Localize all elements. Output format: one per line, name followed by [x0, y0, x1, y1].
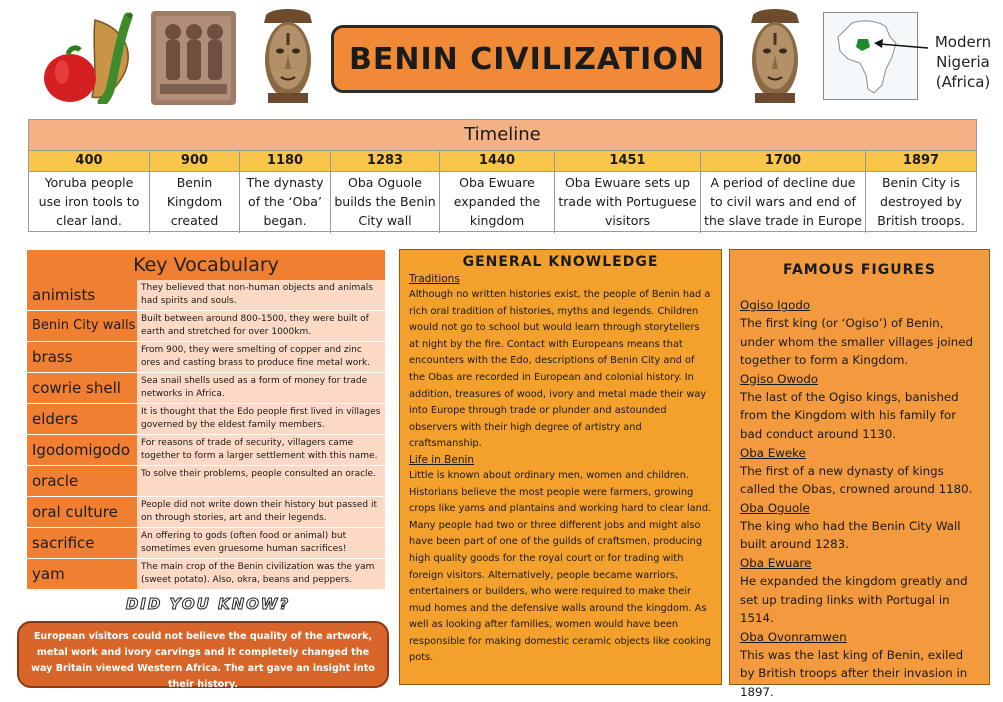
vocabulary-definition: For reasons of trade of security, villagers came together to form a larger settlement with this name.: [137, 435, 385, 466]
timeline-event: Yoruba people use iron tools to clear land.: [38, 175, 140, 228]
figure-description: He expanded the kingdom greatly and set up trading links with Portugal in 1514.: [740, 573, 968, 626]
vocabulary-term: elders: [27, 404, 137, 435]
figure-name: Oba Ewuare: [740, 555, 812, 570]
vocabulary-row: [27, 342, 385, 373]
timeline-column: [331, 151, 440, 233]
vocabulary-row: [27, 466, 385, 497]
timeline-column: [29, 151, 150, 233]
general-knowledge-title: GENERAL KNOWLEDGE: [462, 254, 659, 270]
map-caption: [928, 32, 998, 92]
famous-figures-panel: [729, 249, 990, 699]
vocabulary-definition: Built between around 800-1500, they were built of earth and stretched for over 1000km.: [137, 311, 385, 342]
timeline-year: 400: [29, 151, 149, 172]
vocabulary-term: Benin City walls: [27, 311, 137, 342]
section-heading: Traditions: [409, 273, 460, 285]
timeline-column: [555, 151, 701, 233]
general-knowledge-panel: [399, 249, 722, 685]
figure-name: Oba Oguole: [740, 500, 810, 515]
ivory-mask-right-image: [745, 5, 805, 108]
vocabulary-row: [27, 311, 385, 342]
vocabulary-term: sacrifice: [27, 528, 137, 559]
did-you-know-text: European visitors could not believe the quality of the artwork, metal work and ivory carvings and it completely changed the way Britain viewed Western Africa. The art gave an insight into their history.: [31, 631, 375, 690]
africa-map-icon: [824, 13, 917, 99]
timeline-year: 1440: [440, 151, 554, 172]
famous-figures-title: FAMOUS FIGURES: [782, 262, 936, 278]
timeline-year: 1451: [555, 151, 700, 172]
timeline-event: Benin Kingdom created: [166, 175, 223, 228]
map-pointer-arrow: [874, 36, 928, 52]
vocabulary-term: oracle: [27, 466, 137, 497]
timeline-column: [240, 151, 331, 233]
vocabulary-definition: From 900, they were smelting of copper and zinc ores and casting brass to produce fine metal work.: [137, 342, 385, 373]
timeline-column: [150, 151, 240, 233]
timeline-event: Benin City is destroyed by British troops.: [877, 175, 965, 228]
timeline-year: 1700: [701, 151, 865, 172]
timeline-title: Timeline: [29, 120, 976, 151]
vocabulary-term: oral culture: [27, 497, 137, 528]
map-caption-line: Nigeria: [936, 53, 990, 71]
vocabulary-definition: It is thought that the Edo people first lived in villages governed by the eldest family members.: [137, 404, 385, 435]
ivory-mask-left-image: [258, 5, 318, 108]
vocabulary-term: brass: [27, 342, 137, 373]
vocabulary-term: yam: [27, 559, 137, 590]
page-title: BENIN CIVILIZATION: [349, 41, 705, 77]
section-text: Although no written histories exist, the people of Benin had a rich oral tradition of histories, myths and legends. Children would not go to school but would learn through storytellers at night by the fire. Contact with Europeans means that encounters with the Edo, descriptions of Benin City and of the Obas are recorded in European and colonial history. In addition, treasures of wood, ivory and metal made their way into Europe through trade or plunder and astounded observers with their high degree of artistry and craftsmanship.: [409, 289, 711, 450]
section-text: Little is known about ordinary men, women and children. Historians believe the most people were farmers, growing crops like yams and plantains and working hard to clear land. Many people had two or three different jobs and might also have been part of one of the guilds of craftsmen, producing high quality goods for the royal court or for trading with foreign visitors. Alternatively, people became warriors, entertainers or builders, who were required to make their mud homes and the defensive walls around the kingdom. As well as looking after families, women would have been responsible for making domestic ceramic objects like cooking pots.: [409, 469, 712, 664]
vocabulary-row: [27, 280, 385, 311]
vocabulary-definition: An offering to gods (often food or animal) but sometimes even gruesome human sacrifices!: [137, 528, 385, 559]
timeline-column: [866, 151, 976, 233]
africa-map: [823, 12, 918, 100]
timeline-year: 1283: [331, 151, 439, 172]
timeline-column: [701, 151, 866, 233]
vocabulary-definition: To solve their problems, people consulted an oracle.: [137, 466, 385, 497]
vocabulary-definition: Sea snail shells used as a form of money for trade networks in Africa.: [137, 373, 385, 404]
figure-name: Ogiso Owodo: [740, 371, 819, 386]
did-you-know-box: [17, 621, 389, 688]
vocabulary-term: Igodomigodo: [27, 435, 137, 466]
key-vocabulary-title: Key Vocabulary: [27, 250, 385, 280]
vocabulary-row: [27, 373, 385, 404]
vocabulary-row: [27, 528, 385, 559]
timeline-event: The dynasty of the ‘Oba’ began.: [246, 175, 324, 228]
key-vocabulary-table: [27, 250, 385, 590]
figure-name: Oba Ovonramwen: [740, 629, 847, 644]
timeline-year: 1180: [240, 151, 330, 172]
map-caption-line: Modern: [934, 33, 992, 51]
vocabulary-definition: They believed that non-human objects and animals had spirits and souls.: [137, 280, 385, 311]
timeline-event: A period of decline due to civil wars and end of the slave trade in Europe: [704, 175, 862, 228]
timeline-column: [440, 151, 555, 233]
vocabulary-row: [27, 497, 385, 528]
did-you-know-title: DID YOU KNOW?: [125, 595, 291, 613]
figure-name: Ogiso Igodo: [740, 298, 811, 312]
vocabulary-term: animists: [27, 280, 137, 311]
map-caption-line: (Africa): [935, 73, 991, 91]
timeline-event: Oba Oguole builds the Benin City wall: [334, 175, 436, 228]
vocabulary-definition: People did not write down their history but passed it on through stories, art and their legends.: [137, 497, 385, 528]
timeline-table: [28, 119, 977, 232]
title-banner: [331, 25, 723, 93]
figure-name: Oba Eweke: [740, 445, 806, 460]
produce-illustration: [40, 12, 140, 104]
timeline-event: Oba Ewuare expanded the kingdom: [453, 175, 541, 228]
figure-description: The first of a new dynasty of kings called the Obas, crowned around 1180.: [740, 463, 973, 497]
vocabulary-row: [27, 435, 385, 466]
figure-description: The last of the Ogiso kings, banished from the Kingdom with his family for bad conduct around 1130.: [740, 389, 959, 441]
section-heading: Life in Benin: [409, 453, 475, 466]
vocabulary-term: cowrie shell: [27, 373, 137, 404]
vocabulary-row: [27, 404, 385, 435]
timeline-year: 1897: [866, 151, 976, 172]
figure-description: The king who had the Benin City Wall built around 1283.: [740, 518, 961, 552]
figure-description: The first king (or ‘Ogiso’) of Benin, under whom the smaller villages joined together to form a Kingdom.: [740, 316, 973, 368]
figure-description: This was the last king of Benin, exiled by British troops after their invasion in 1897.: [740, 647, 968, 699]
brass-plaque-image: [150, 10, 237, 106]
vocabulary-row: [27, 559, 385, 590]
timeline-event: Oba Ewuare sets up trade with Portuguese visitors: [558, 175, 697, 228]
timeline-year: 900: [150, 151, 239, 172]
vocabulary-definition: The main crop of the Benin civilization was the yam (sweet potato). Also, okra, beans and peppers.: [137, 559, 385, 590]
